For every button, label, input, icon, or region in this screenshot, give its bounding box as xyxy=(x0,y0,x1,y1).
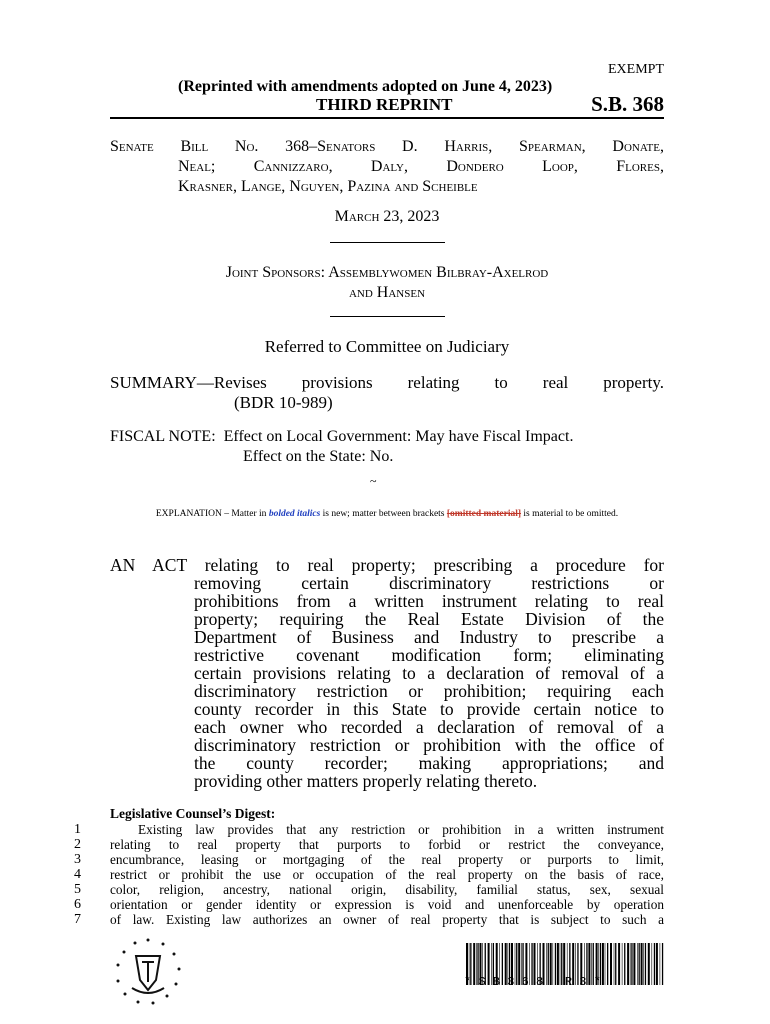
act-line: restrictive covenant modification form; eliminating xyxy=(194,645,664,665)
reprint-status: THIRD REPRINT xyxy=(316,95,453,114)
divider-dash xyxy=(330,316,445,317)
line-number: 4 xyxy=(74,867,81,882)
act-line: discriminatory restriction or prohibition; requiring each xyxy=(194,681,664,701)
explanation-omitted: [omitted material] xyxy=(446,509,522,519)
digest-line-text: color, religion, ancestry, national origin, disability, familial status, sex, sexual xyxy=(110,882,664,897)
fiscal-note-line-2: Effect on the State: No. xyxy=(243,448,394,465)
reprint-note: (Reprinted with amendments adopted on June 4, 2023) xyxy=(178,78,553,95)
digest-line-text: of law. Existing law authorizes an owner of real property that is subject to such a xyxy=(110,912,664,927)
explanation-suffix: is material to be omitted. xyxy=(523,509,619,519)
state-seal-icon xyxy=(112,936,184,1008)
committee-referral: Referred to Committee on Judiciary xyxy=(264,337,510,356)
barcode-text: * S B 3 6 8 R 3 * xyxy=(464,975,601,989)
act-title xyxy=(110,556,664,790)
digest-line xyxy=(74,867,664,882)
sponsors-line-1: Senate Bill No. 368–Senators D. Harris, Spearman, Donate, xyxy=(110,138,664,155)
digest-line-text: restrict or prohibit the use or occupation of the real property on the basis of race, xyxy=(110,867,664,882)
summary-block xyxy=(110,373,664,413)
act-line: removing certain discriminatory restrictions or xyxy=(194,573,664,593)
bill-date: March 23, 2023 xyxy=(334,208,440,225)
digest-line-text: Existing law provides that any restriction or prohibition in a written instrument xyxy=(138,822,664,837)
divider-dash xyxy=(330,242,445,243)
digest-title: Legislative Counsel’s Digest: xyxy=(110,806,276,821)
explanation-note xyxy=(110,509,664,519)
act-line: prohibitions from a written instrument relating to real xyxy=(194,591,664,611)
line-number: 6 xyxy=(74,897,81,912)
act-line: discriminatory restriction or prohibition with the office of xyxy=(194,735,664,755)
line-number: 7 xyxy=(74,912,81,927)
act-line: property; requiring the Real Estate Division of the xyxy=(194,609,664,629)
digest-line xyxy=(74,837,664,852)
joint-sponsors-line-2: and Hansen xyxy=(348,284,426,301)
line-number: 3 xyxy=(74,852,81,867)
act-line: AN ACT relating to real property; prescribing a procedure for xyxy=(110,555,664,575)
explanation-middle: is new; matter between brackets xyxy=(322,509,445,519)
line-number: 5 xyxy=(74,882,81,897)
explanation-prefix: EXPLANATION – Matter in xyxy=(155,509,267,519)
digest-line-text: relating to real property that purports to forbid or restrict the conveyance, xyxy=(110,837,664,852)
digest-line-text: orientation or gender identity or expression is void and unenforceable by operation xyxy=(110,897,664,912)
act-line: the county recorder; making appropriations; and xyxy=(194,753,664,773)
summary-line-1: SUMMARY—Revises provisions relating to real property. xyxy=(110,373,664,392)
act-line: Department of Business and Industry to prescribe a xyxy=(194,627,664,647)
digest-line-text: encumbrance, leasing or mortgaging of the real property or purports to limit, xyxy=(110,852,664,867)
fiscal-note xyxy=(110,427,573,467)
act-line: providing other matters properly relating thereto. xyxy=(194,771,538,791)
line-number: 1 xyxy=(74,822,81,837)
sponsors-block xyxy=(110,137,664,197)
explanation-bold-italics: bolded italics xyxy=(268,509,321,519)
joint-sponsors-line-1: Joint Sponsors: Assemblywomen Bilbray-Axelrod xyxy=(225,264,549,281)
tilde-separator: ~ xyxy=(370,474,377,488)
line-number: 2 xyxy=(74,837,81,852)
digest-line xyxy=(74,822,664,837)
bill-number: S.B. 368 xyxy=(591,92,664,116)
header-rule xyxy=(110,117,664,119)
act-line: each owner who recorded a declaration of removal of a xyxy=(194,717,664,737)
exempt-label: EXEMPT xyxy=(608,62,664,77)
digest-body xyxy=(74,822,664,927)
digest-line xyxy=(74,852,664,867)
fiscal-note-line-1: FISCAL NOTE: Effect on Local Government: May have Fiscal Impact. xyxy=(110,428,574,445)
digest-line xyxy=(74,912,664,927)
sponsors-line-3: Krasner, Lange, Nguyen, Pazina and Scheible xyxy=(178,178,478,195)
summary-line-2: (BDR 10-989) xyxy=(234,393,333,412)
sponsors-line-2: Neal; Cannizzaro, Daly, Dondero Loop, Flores, xyxy=(178,158,664,175)
act-line: certain provisions relating to a declaration of removal of a xyxy=(194,663,664,683)
digest-line xyxy=(74,882,664,897)
digest-line xyxy=(74,897,664,912)
act-line: county recorder in this State to provide certain notice to xyxy=(194,699,664,719)
